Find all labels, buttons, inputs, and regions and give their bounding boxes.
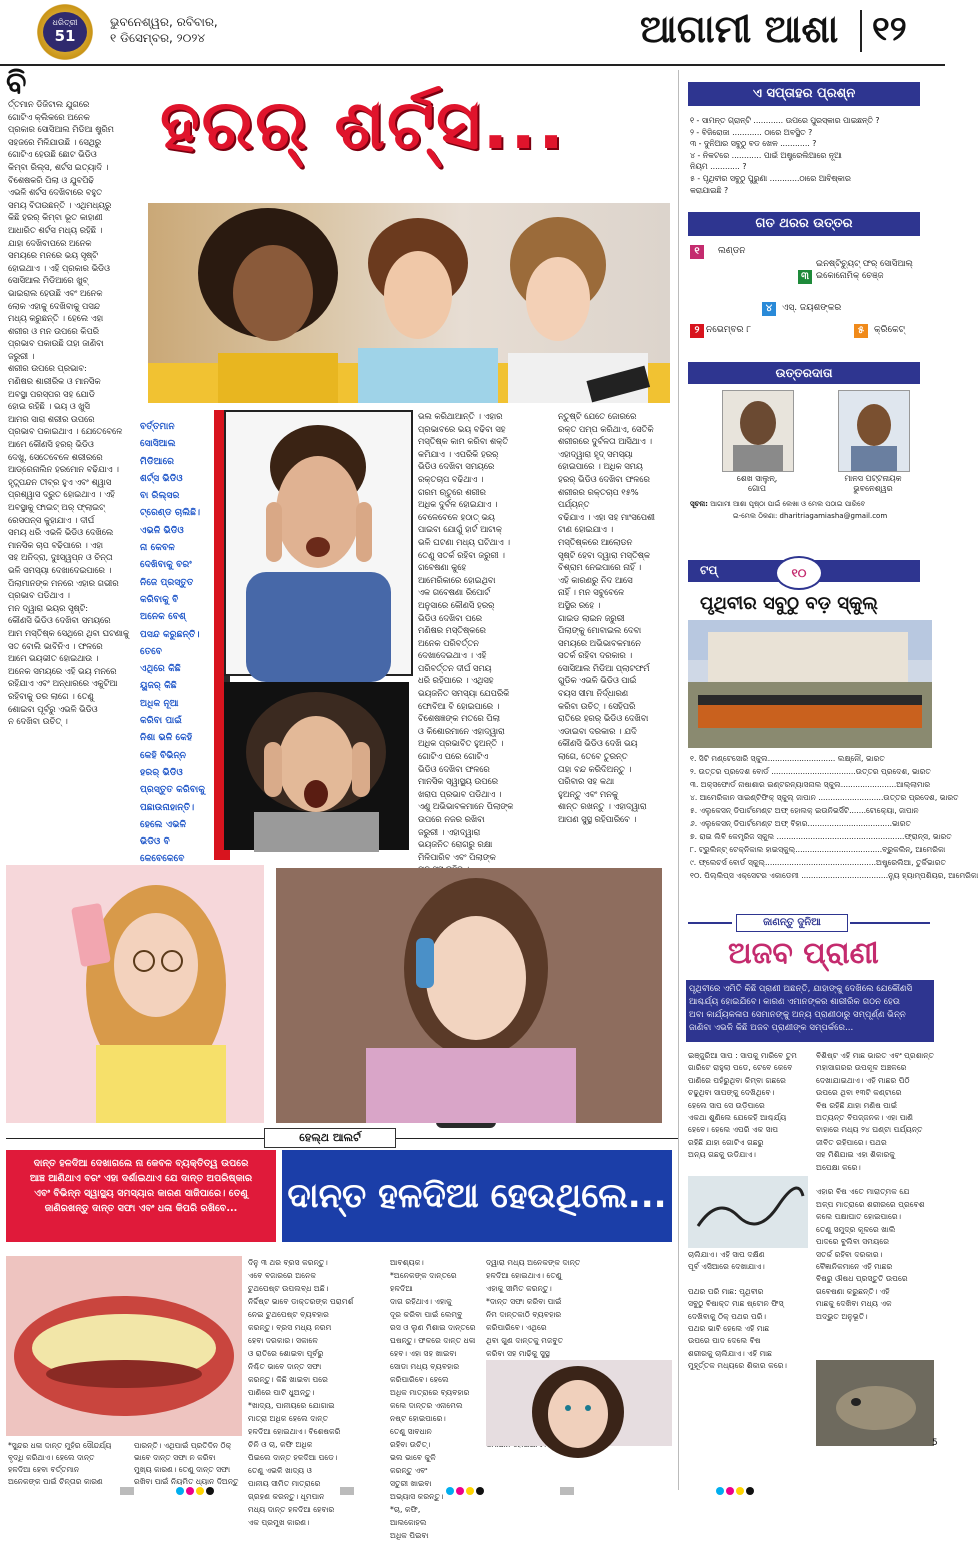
note-label: ସୂଚନା: — [690, 500, 708, 508]
animals-col2-text: ବିଶିଷ୍ଟ ଏହି ମାଛ ଭାରତ ଏବଂ ପ୍ରଶାନ୍ତ ମହାସାଗରର ଉପକୂଳ ଅଞ୍ଚଳରେ ଦେଖାଯାଇଥାଏ। ଏହି ମାଛର ପିଠି ଉପରେ ଥିବା ୧୩ଟି କଣ୍ଟାରେ ବିଷ ରହିଛି ଯାହା ମଣିଷ ପାଇଁ ଅତ୍ୟନ୍ତ ବିପଜ୍ଜନକ। ଏହା ପାଣି ବାହାରେ ମଧ୍ୟ ୨୪ ଘଣ୍ଟା ପର୍ଯ୍ୟନ୍ତ ଜୀବିତ ରହିପାରେ। ପଥର ସହ ମିଶିଯାଇ ଏହା ଶିକାରକୁ ଅପେକ୍ଷା କରେ। ଏହାର ବିଷ ଏତେ ମାରାତ୍ମକ ଯେ ଅଳ୍ପ ମାତ୍ରାରେ ଶରୀରରେ ପ୍ରବେଶ କଲେ ପକ୍ଷାଘାତ ହୋଇପାରେ। ତେଣୁ ସମୁଦ୍ର କୂଳରେ ଖାଲି ପାଦରେ ବୁଲିବା ସମୟରେ ସତର୍କ ରହିବା ଦରକାର। ବୈଜ୍ଞାନିକମାନେ ଏହି ମାଛର ବିଷରୁ ଔଷଧ ପ୍ରସ୍ତୁତି ଉପରେ ଗବେଷଣା କରୁଛନ୍ତି। ଏହି ମାଛକୁ ଦେଖିବା ମଧ୍ୟ ଏକ ଅଦ୍ଭୁତ ଅନୁଭୂତି। — [816, 1051, 935, 1321]
page-number: ୧୨ — [872, 9, 907, 49]
dateline-date: ୧ ଡିସେମ୍ବର, ୨୦୨୪ — [110, 31, 206, 45]
respondent-2-place: ଭୁବନେଶ୍ୱର — [853, 484, 893, 493]
respondent-1-name: ଶେଖ ସାଲୁନ୍, — [736, 474, 778, 483]
answer-3-text: ଇନଷ୍ଟିଚ୍ୟୁଟ୍ ଫର୍ ସୋସିଆଲ୍ ଇକୋନୋମିକ୍ ଚେଞ୍ଜ — [816, 259, 913, 281]
answer-4-text: ଏସ୍. ଜୟଶଙ୍କର — [782, 303, 842, 313]
stonefish-illustration — [816, 1360, 934, 1446]
answers-grid — [688, 240, 928, 350]
teeth-bottom-text-2: ପାରନ୍ତି। ଏଥିପାଇଁ ପ୍ରତିଦିନ ଠିକ୍ ଭାବେ ଦାନ୍ତ ସଫା ନ କରିବା ମୁଖ୍ୟ କାରଣ। ତେଣୁ ଦାନ୍ତ ସଫା ରଖିବା ପାଇଁ ନିୟମିତ ଧ୍ୟାନ ଦିଅନ୍ତୁ — [134, 1441, 239, 1486]
respondent-2-caption — [834, 474, 912, 494]
answer-5-text: କ୍ରିକେଟ୍ — [874, 325, 905, 335]
respondent-2-photo — [838, 390, 910, 472]
answer-5-num: ୫ — [854, 324, 868, 338]
girl-phone-illustration — [276, 868, 662, 1123]
animals-kicker: ଜାଣନ୍ତୁ ଦୁନିଆ — [736, 914, 848, 932]
kicker-rule-left — [688, 922, 732, 924]
answer-1-text: ଲଣ୍ଡନ — [718, 246, 746, 256]
page-mark: 5 — [932, 1438, 938, 1448]
school-photo — [688, 620, 932, 748]
answers-title: ଗତ ଥରର ଉତ୍ତର — [688, 212, 920, 236]
animals-intro: ପୃଥିବୀରେ ଏମିତି କିଛି ପ୍ରାଣୀ ଅଛନ୍ତି, ଯାହାଙ୍କୁ ଦେଖିଲେ ଯେକୌଣସି ଆଶ୍ଚର୍ଯ୍ୟ ହୋଇଯିବେ। କାରଣ ଏମାନଙ୍କର ଶାରୀରିକ ଗଠନ ହେଉ ଅବା କାର୍ଯ୍ୟକଳାପ ସେମାନଙ୍କୁ ଅନ୍ୟ ପ୍ରାଣୀଠାରୁ ସମ୍ପୂର୍ଣ୍ଣ ଭିନ୍ନ ଜାଣିବା ଏଭଳି କିଛି ଅଜବ ପ୍ରାଣୀଙ୍କ ସମ୍ପର୍କରେ... — [686, 980, 934, 1042]
school-illustration — [688, 620, 932, 748]
header-divider — [860, 10, 862, 52]
main-col1-text: ର୍ତ୍ତମାନ ଡିଜିଟାଲ ଯୁଗରେ ଗୋଟିଏ କ୍ଲିକରେ ଅନେକ ପ୍ରକାର ସୋସିଆଲ ମିଡିଆ ଷ୍ଟ୍ରିମ ସହଜରେ ମିଳିଯାଉଛି । ସେଥିରୁ ଗୋଟିଏ ହେଉଛି ଛୋଟ ଭିଡିଓ କିମ୍ବା ରିଲ୍ସ, ଶର୍ଟସ ଇତ୍ୟାଦି । ବିଶେଷକରି ପିଲା ଓ ଯୁବପିଢି ଏଭଳି ଶର୍ଟସ ଦେଖିବାରେ ବହୁତ ସମୟ ବିତାଉଛନ୍ତି । ଏଥିମଧ୍ୟରୁ କିଛି ହରର୍ କିମ୍ବା ଭୂତ କାହାଣୀ ଆଧାରିତ ଶର୍ଟସ ମଧ୍ୟ ରହିଛି । ଯାହା ଦେଖିବାପରେ ଅନେକ ସମୟରେ ମନରେ ଭୟ ସୃଷ୍ଟି ହୋଇଥାଏ । ଏହି ପ୍ରକାର ଭିଡିଓ ସୋସିଆଲ ମିଡିଆରେ ଖୁବ୍ ଭାଇରାଲ ହେଉଛି ଏବଂ ଅନେକ ଲୋକ ଏହାକୁ ଦେଖିବାକୁ ପସନ୍ଦ ମଧ୍ୟ କରୁଛନ୍ତି । ହେଲେ ଏହା ଶରୀର ଓ ମନ ଉପରେ କିପରି ପ୍ରଭାବ ପକାଉଛି ତାହା ଜାଣିବା ଜରୁରୀ । ଶରୀର ଉପରେ ପ୍ରଭାବ: ମଣିଷର ଶାରୀରିକ ଓ ମାନସିକ ଅବସ୍ଥା ପରସ୍ପର ସହ ଯୋଡି ହୋଇ ରହିଛି । ଭୟ ଓ ଖୁସି ଆମର ସାରା ଶରୀର ଉପରେ ପ୍ରଭାବ ପକାଇଥାଏ । ଯେତେବେଳେ ଆମେ କୌଣସି ହରର୍ ଭିଡିଓ ଦେଖୁ, ସେତେବେଳେ ଶରୀରରେ ଆଡ୍ରେନାଲିନ ହରମୋନ ବଢିଯାଏ । ହୃତ୍ସ୍ପନ୍ଦନ ତୀବ୍ର ହୁଏ ଏବଂ ଶ୍ୱାସ ପ୍ରଶ୍ୱାସ ଦ୍ରୁତ ହୋଇଥାଏ । ଏହି ଅବସ୍ଥାକୁ ଫାଇଟ୍ ଅର୍ ଫ୍ଲାଇଟ୍ ରେସପନ୍ସ କୁହାଯାଏ । ଦୀର୍ଘ ସମୟ ଧରି ଏଭଳି ଭିଡିଓ ଦେଖିଲେ ମାନସିକ ଚାପ ବଢିପାରେ । ଏହା ସହ ଅନିଦ୍ରା, ଦୁଃସ୍ୱପ୍ନ ଓ ଚିନ୍ତା ଭଳି ସମସ୍ୟା ଦେଖାଦେଇପାରେ । ପିଲାମାନଙ୍କ ମନରେ ଏହାର ଗଭୀର ପ୍ରଭାବ ପଡିଥାଏ । ମନ ଦ୍ୱାରା ଭୟର ସୃଷ୍ଟି: କୌଣସି ଭିଡିଓ ଦେଖିବା ସମୟରେ ଆମ ମସ୍ତିଷ୍କ ସେଥିରେ ଥିବା ଘଟଣାକୁ ସତ ବୋଲି ଭାବିନିଏ । ଫଳରେ ଆମେ ଭୟଭୀତ ହୋଇଥାଉ । ଅନେକ ସମୟରେ ଏହି ଭୟ ମନରେ ରହିଯାଏ ଏବଂ ଅନ୍ଧାରରେ ଏକୁଟିଆ ରହିବାକୁ ଡର ଲାଗେ । ତେଣୁ ଶୋଇବା ପୂର୍ବରୁ ଏଭଳି ଭିଡିଓ ନ ଦେଖିବା ଉଚିତ୍ । — [8, 99, 130, 727]
note-email: ଇ-ମେଲ ଠିକଣା: dharitriagamiasha@gmail.com — [732, 512, 888, 520]
answer-3-num: ୩ — [798, 270, 812, 284]
scared-man-illustration — [226, 412, 411, 674]
answer-2-num: ୨ — [690, 324, 704, 338]
top10-list: ୧. ସିଟି ମଣ୍ଟେସୋରି ସ୍କୁଲ............................ ଲକ୍ଷ୍ନୌ, ଭାରତ ୨. ଉତ୍ତର ପ୍ରଦେଶ ବୋର୍ଡ ...................................ଉତ୍ତର ପ୍ରଦେଶ, ଭାରତ ୩. ଅକ୍ସଫୋର୍ଡ ନାଷାଶାର ଇଣ୍ଟରନ୍ୟାସନାଲ ସ୍କୁଲ.......................ଆଲ୍ଲାମାର ୪. ଆମେରିକାନ ସାଇଣ୍ଟିଫିକ୍ ସ୍କୁଲ୍ ଜାପାନ ...........................ଉତ୍ତର ପ୍ରଦେଶ, ଭାରତ ୫. ଏଲୁକେସନ୍ ଡିପାର୍ଟମେଣ୍ଟ ଅଫ୍ ହୋଲକ୍ ଇଉନିଭର୍ସିଟି.......ଟୋକ୍ୟୋ, ଜାପାନ ୬. ଏଲୁକେସନ୍ ଡିପାର୍ଟମେଣ୍ଟ ଅଫ୍ ବିହାର...................................ଭାରତ ୭. ରାଇ ଲିବି କେମ୍ବ୍ରିଜ ସ୍କୁଲ .....................................................ଫ୍ରାନ୍ସ, ଭାରତ ୮. ଟ୍ରୁଲିନ୍ଟ୍ ଟେକ୍ନିକାଲ ହାଇସ୍କୁଲ୍....................................ବ୍ରୁକଲିନ୍, ଆମେରିକା ୯. ଫ୍ଲେଚର୍ସ ବୋର୍ଡ ସ୍କୁଲ୍..............................................ଅଷ୍ଟ୍ରେଲିଆ, ତୁର୍କିଭାରତ ୧୦. ପିଲ୍ଲିପ୍ସ ଏକ୍ସେଟର ଏକାଡେମୀ ....................................ନ୍ୟୁ ହ୍ୟାମ୍ପଶିୟର, ଆମେରିକା — [690, 754, 978, 880]
animals-headline: ଅଜବ ପ୍ରାଣୀ — [728, 936, 879, 971]
column-divider — [678, 70, 679, 1490]
respondent-1-photo — [722, 390, 794, 472]
kicker-rule-right — [850, 922, 930, 924]
shocked-girl-illustration — [6, 865, 264, 1123]
snake-illustration — [688, 1176, 808, 1248]
scared-women-photo — [148, 203, 670, 403]
teeth-col2-text: ଆବଶ୍ୟକ। *ଅନେକଙ୍କ ଦାନ୍ତରେ ହଳଦିଆ ଦାଗ ରହିଥାଏ। ଏହାକୁ ଦୂର କରିବା ପାଇଁ ଲେମ୍ବୁ ରସ ଓ ଲୁଣ ମିଶାଇ ଦାନ୍ତରେ ଘଷନ୍ତୁ। ଫଳରେ ଦାନ୍ତ ଧଳା ହେବ। ଏହା ସହ ଖାଇବା ସୋଡା ମଧ୍ୟ ବ୍ୟବହାର କରିପାରିବେ। ହେଲେ ଅଧିକ ମାତ୍ରାରେ ବ୍ୟବହାର କଲେ ଦାନ୍ତର ଏନାମେଲ ନଷ୍ଟ ହୋଇପାରେ। ତେଣୁ ସାବଧାନ ରହିବା ଉଚିତ୍। ଭଲ ଭାବେ କୁଳି କରନ୍ତୁ ଏବଂ ସତୁରୀ ଖାଇବା ଅଭ୍ୟାସ କରନ୍ତୁ। *ଚା, କଫି, ଆଲକୋହଲ ଅଧିକ ପିଇବା — [390, 1258, 476, 1540]
teeth-teaser: ଦାନ୍ତ ହଳଦିଆ ଦେଖାଗଲେ ନା କେବଳ ବ୍ୟକ୍ତିତ୍ୱ ଉପରେ ଆଞ୍ଚ ଆଣିଥାଏ ବରଂ ଏହା ଦର୍ଶାଇଥାଏ ଯେ ଦାନ୍ତ ଅପରିଷ୍କାର ଏବଂ ବିଭିନ୍ନ ସ୍ୱାସ୍ଥ୍ୟ ସମସ୍ୟାର କାରଣ ସାଜିପାରେ। ତେଣୁ ଜାଣିରଖନ୍ତୁ ଦାନ୍ତ ସଫା ଏବଂ ଧଳା କିପରି ରଖିବେ... — [6, 1150, 276, 1242]
quiz-title: ଏ ସପ୍ତାହର ପ୍ରଶ୍ନ — [688, 82, 920, 106]
note-text: ଆଗାମୀ ଆଶା ପୃଷ୍ଠା ପାଇଁ ଲେଖା ଓ ମେଲ ପଠାଇ ପାରିବେ — [710, 500, 866, 508]
drop-cap: ବି — [6, 66, 27, 101]
quiz-questions: ୧ - ସାମନ୍ତ ଗ୍ରାନ୍ଟି ............ ଉପରେ ପୁରସ୍କାର ପାଇଛନ୍ତି ? ୨ - ବିଜିରୋଜା ............ ଠାରେ ଅବସ୍ଥିତ ? ୩ - ଦୁନିଆର ସବୁଠୁ ବଡ ଖେଳ ............ ? ୪ - ନିକଟରେ ............ ପାଇଁ ଅଷ୍ଟ୍ରେଲିଆରେ ନୂଆ ନିୟମ ............ ? ୫ - ପୃଥିବୀର ସବୁଠୁ ପୁରୁଣା ............ଠାରେ ଆବିଷ୍କାର କରାଯାଇଛି ? — [690, 116, 880, 195]
teeth-col3-text: ଦ୍ୱାରା ମଧ୍ୟ ଅନେକଙ୍କ ଦାନ୍ତ ହଳଦିଆ ହୋଇଥାଏ। ତେଣୁ ଏହାକୁ ସୀମିତ କରନ୍ତୁ। *ଦାନ୍ତ ସଫା କରିବା ପାଇଁ ନିମ ଦାନ୍ତକାଠି ବ୍ୟବହାର କରିପାରିବେ। ଏଥିରେ ଥିବା ଗୁଣ ଦାନ୍ତକୁ ମଜବୁତ କରିବା ସହ ମାଢିକୁ ସୁସ୍ଥ — [486, 1258, 581, 1358]
badge-number: 51 — [54, 27, 76, 45]
animals-col1-text: ଇଞ୍ଜୁରିଆ ସାପ : ସାପକୁ ମାରିବେ ତୁମ ଗାରିଟେ ରାହୁଲା ପଡେ, ଟେବେ କେବେ ପାଣିରେ ପହଁରୁଥିବା କିମ୍ବା ଗଛରେ ଚଢୁଥିବା ସାପଙ୍କୁ ଦେଖିଥିବେ। ହେଲେ ସାପ ସେ ଉଡ଼ିପାରେ ଏକଥା ଶୁଣିଲେ ଯେକେହି ଆଶ୍ଚର୍ଯ୍ୟ ହେବେ। ହେଲେ ଏପରି ଏକ ସାପ ରହିଛି ଯାହା ଗୋଟିଏ ଗଛରୁ ଅନ୍ୟ ଗଛକୁ ଉଡିଯାଏ। ଚାଲିଯାଏ। ଏହି ସାପ ଦକ୍ଷିଣ ପୂର୍ବ ଏସିଆରେ ଦେଖାଯାଏ। ପଥର ପରି ମାଛ: ପୃଥିବୀର ସବୁଠୁ ବିଷାକ୍ତ ମାଛ ଷ୍ଟୋନ ଫିସ୍ ଦେଖିବାକୁ ଠିକ୍ ପଥର ପରି। ପଥର ଭାବି ହେଲେ ଏହି ମାଛ ଉପରେ ପାଦ ଦେଲେ ବିଷ ଶରୀରକୁ ଚାଲିଯାଏ। ଏହି ମାଛ ମୁହୂର୍ତ୍ତକ ମଧ୍ୟରେ ଶିକାର କରେ। — [688, 1051, 797, 1371]
girl-on-phone-photo — [276, 868, 662, 1123]
section-title: ଆଗାମୀ ଆଶା — [640, 7, 839, 51]
smile-illustration — [6, 1256, 242, 1436]
main-intro-line — [32, 72, 140, 98]
main-col2-text: ଭଲ କରିଥାଆନ୍ତି । ଏହାର ପ୍ରଭାବରେ ଭୟ ବଢିବା ସହ ମସ୍ତିଷ୍କ କାମ କରିବା ଶକ୍ତି କମିଯାଏ । ଏପରିକି ହରର୍ ଭିଡିଓ ଦେଖିବା ସମୟରେ ରକ୍ତଚାପ ବଢିଥାଏ । ଗରମ ଋତୁରେ ଶରୀର ଅଧିକ ଦୁର୍ବଳ ହୋଇଯାଏ । ବେଳେବେଳେ ହଠାତ୍ ଭୟ ପାଇବା ଯୋଗୁଁ ହାର୍ଟ ଆଟାକ୍ ଭଳି ଘଟଣା ମଧ୍ୟ ଘଟିଥାଏ । ତେଣୁ ସତର୍କ ରହିବା ଜରୁରୀ । ଗବେଷଣା କୁହେ ଆମେରିକାରେ ହୋଇଥିବା ଏକ ଗବେଷଣା ରିପୋର୍ଟ ଅନୁସାରେ କୌଣସି ହରର୍ ଭିଡିଓ ଦେଖିବା ପରେ ମଣିଷର ମସ୍ତିଷ୍କରେ ଅନେକ ପରିବର୍ତ୍ତନ ଦେଖାଦେଇଥାଏ । ଏହି ପରିବର୍ତ୍ତନ ଦୀର୍ଘ ସମୟ ଧରି ରହିପାରେ । ଏଥିସହ ଭୟଜନିତ ସମସ୍ୟା ଯେପରିକି ଫୋବିଆ ବି ହୋଇପାରେ । ବିଶେଷଜ୍ଞଙ୍କ ମତରେ ପିଲା ଓ କିଶୋରମାନେ ଏହାଦ୍ୱାରା ଅଧିକ ପ୍ରଭାବିତ ହୁଅନ୍ତି । ଗୋଟିଏ ପରେ ଗୋଟିଏ ଭିଡିଓ ଦେଖିବା ଫଳରେ ମାନସିକ ସ୍ୱାସ୍ଥ୍ୟ ଉପରେ ଖରାପ ପ୍ରଭାବ ପଡିଥାଏ । ଏଣୁ ଅଭିଭାବକମାନେ ପିଲାଙ୍କ ଉପରେ ନଜର ରଖିବା ଜରୁରୀ । ଏହାଦ୍ୱାରା ଭୟଜନିତ ରୋଗରୁ ରକ୍ଷା ମିଳିପାରିବ ଏବଂ ପିଲାଙ୍କ — [418, 411, 514, 862]
teeth-headline: ଦାନ୍ତ ହଳଦିଆ ହେଉଥିଲେ... — [282, 1150, 672, 1242]
top10-title: ପୃଥିବୀର ସବୁଠୁ ବଡ଼ ସ୍କୁଲ୍ — [700, 593, 878, 614]
teeth-col1-text: ଦିନୁ ୩ ଥର ବ୍ରସ କରନ୍ତୁ। ଏବେ ବଜାରରେ ଅନେକ ଟୁଥପେଷ୍ଟ ଉପଲବ୍ଧ ଅଛି। ନିର୍ଦ୍ଦିଷ୍ଟ ଭାବେ ଡାକ୍ତରଙ୍କ ପରାମର୍ଶ ନେଇ ଟୁଥପେଷ୍ଟ ବ୍ୟବହାର କରନ୍ତୁ। ବ୍ରସ ମଧ୍ୟ ନରମ ହେବା ଦରକାର। ସକାଳେ ଓ ରାତିରେ ଶୋଇବା ପୂର୍ବରୁ ନିଶ୍ଚିତ ଭାବେ ଦାନ୍ତ ସଫା କରନ୍ତୁ। କିଛି ଖାଇବା ପରେ ପାଣିରେ ପାଟି ଧୁଅନ୍ତୁ। *ଖାଦ୍ୟ, ପାନୀୟରେ ଯୋଗାଇ ମାତ୍ରା ଅଧିକ ହେଲେ ଦାନ୍ତ ହଳଦିଆ ହୋଇଥାଏ। ବିଶେଷକରି ଚିନି ଓ ଚା, କଫି ଅଧିକ ପିଇଲେ ଦାନ୍ତ ହଳଦିଆ ପଡେ। ତେଣୁ ଏଭଳି ଖାଦ୍ୟ ଓ ପାନୀୟ ସୀମିତ ମାତ୍ରାରେ ଗ୍ରହଣ କରନ୍ତୁ। ଧୂମପାନ ମଧ୍ୟ ଦାନ୍ତ ହଳଦିଆ ହେବାର ଏକ ପ୍ରମୁଖ କାରଣ। — [248, 1258, 354, 1527]
dateline-city: ଭୁବନେଶ୍ୱର, ରବିବାର, — [110, 15, 218, 29]
badge-label: ଧରିତ୍ରୀ — [52, 18, 78, 27]
respondents-note — [690, 498, 930, 522]
respondent-1-place: ଗୋପ — [748, 484, 766, 493]
main-headline: ହରର୍ ଶର୍ଟ୍ସ... — [160, 86, 566, 165]
teeth-bottom-text: *ସୁନ୍ଦର ଧଳା ଦାନ୍ତ ମୁହଁର ସୌନ୍ଦର୍ଯ୍ୟ ବୃଦ୍ଧି କରିଥାଏ। ହେଲେ ଦାନ୍ତ ହଳଦିଆ ହେବା ବର୍ତ୍ତମାନ ଅନେକଙ୍କ ପାଇଁ ଚିନ୍ତାର କାରଣ — [8, 1441, 112, 1486]
answer-4-num: ୪ — [762, 302, 776, 316]
top10-label: ଟପ୍ — [700, 563, 718, 577]
print-marks — [120, 1482, 820, 1494]
smiling-woman-illustration — [486, 1360, 672, 1446]
answer-2-text: ନଭେମ୍ବର ୮ — [706, 325, 752, 335]
scared-man-photo — [224, 410, 413, 676]
shocked-girl-phone-photo — [6, 865, 264, 1123]
pull-quote: ବର୍ତ୍ତମାନ ସୋସିଆଲ ମିଡିଆରେ ଶର୍ଟ୍ସ ଭିଡିଓ ବା ରିଲ୍ସର ଟ୍ରେଣ୍ଡ ଚାଲିଛି। ଏଭଳି ଭିଡିଓ ନା କେବଳ ଦେଖିବାକୁ ବରଂ ନିଜେ ପ୍ରସ୍ତୁତ କରିବାକୁ ବି ଅନେକ ବେଶ୍ ପସନ୍ଦ କରୁଛନ୍ତି। ତେବେ ଏଥିରେ କିଛି ୟୁଜର୍ କିଛି ଅଧିକ ନୂଆ କରିବା ପାଇଁ ନିଶା ଭଳି କେହି କେହି ବିଭିନ୍ନ ହରର୍ ଭିଡିଓ ପ୍ରସ୍ତୁତ କରିବାକୁ ପଛାଉନାହାନ୍ତି। ହେଲେ ଏଭଳି ଭିଡିଓ ବି କେବେକେବେ — [140, 421, 206, 865]
scared-women-illustration — [148, 203, 670, 403]
page-header — [0, 0, 945, 66]
flying-snake-photo — [688, 1176, 808, 1248]
answer-1-num: ୧ — [690, 245, 704, 259]
main-col3-text: ନ୍ତୁଷ୍ଟି ଯେତେ ଜୋରରେ ରକ୍ତ ପମ୍ପ କରିଥାଏ, ସେତିକି ଶରୀରରେ ଦୁର୍ବଳତା ଆସିଥାଏ । ଏହାଦ୍ୱାରା ହୃଦ୍ ସମସ୍ୟା ହୋଇପାରେ । ଅଧିକ ସମୟ ହରର୍ ଭିଡିଓ ଦେଖିବା ଫଳରେ ଶରୀରର ରକ୍ତଚାପ ୧୫% ପର୍ଯ୍ୟନ୍ତ ବଢିଯାଏ । ଏହା ସହ ମାଂସପେଶୀ ଟାଣ ହୋଇଯାଏ । ମସ୍ତିଷ୍କରେ ଆଲୋଡନ ସୃଷ୍ଟି ହେବା ଦ୍ୱାରା ମସ୍ତିଷ୍କ ବିଶ୍ରାମ ନେଇପାରେ ନାହିଁ । ଏହି କାରଣରୁ ନିଦ ଆସେ ନାହିଁ । ମନ ସବୁବେଳେ ଅସ୍ଥିର ରହେ । ଗାଇଡ ଲାଇନ ଜରୁରୀ ପିଲାଙ୍କୁ ମୋବାଇଲ ଦେବା ସମୟରେ ଅଭିଭାବକମାନେ ସତର୍କ ରହିବା ଦରକାର । ସୋସିଆଲ ମିଡିଆ ପ୍ଲାଟଫର୍ମ ଗୁଡିକ ଏଭଳି ଭିଡିଓ ପାଇଁ ବୟସ ସୀମା ନିର୍ଦ୍ଧାରଣ କରିବା ଉଚିତ୍ । ସେହିପରି ରାତିରେ ହରର୍ ଭିଡିଓ ଦେଖିବା ଏଡାଇବା ଦରକାର । ଯଦି କୌଣସି ଭିଡିଓ ଦେଖି ଭୟ ଲାଗେ, ତେବେ ତୁରନ୍ତ ତାହା ବନ୍ଦ କରିଦିଅନ୍ତୁ । ପରିବାର ସହ କଥା ହୁଅନ୍ତୁ ଏବଂ ମନକୁ ଶାନ୍ତ ରଖନ୍ତୁ । ଏହାଦ୍ୱାରା ଆପଣ ସୁସ୍ଥ ରହିପାରିବେ । — [558, 411, 655, 824]
anniversary-badge — [30, 3, 100, 61]
dateline — [110, 14, 218, 46]
screaming-woman-photo — [224, 682, 409, 850]
teeth-kicker: ହେଲ୍ଥ ଆଲର୍ଟ — [264, 1128, 396, 1148]
respondents-title: ଉତ୍ତରଦାତା — [688, 362, 920, 384]
screaming-woman-illustration — [224, 682, 409, 850]
smiling-woman-photo — [486, 1360, 672, 1446]
respondent-2-name: ମାନସ ପଟ୍ଟନାୟକ — [844, 474, 902, 483]
stonefish-photo — [816, 1360, 934, 1446]
top10-number: ୧୦ — [775, 556, 823, 590]
smile-teeth-photo — [6, 1256, 242, 1436]
respondent-1-caption — [720, 474, 794, 494]
print-color-marks — [120, 1485, 820, 1497]
